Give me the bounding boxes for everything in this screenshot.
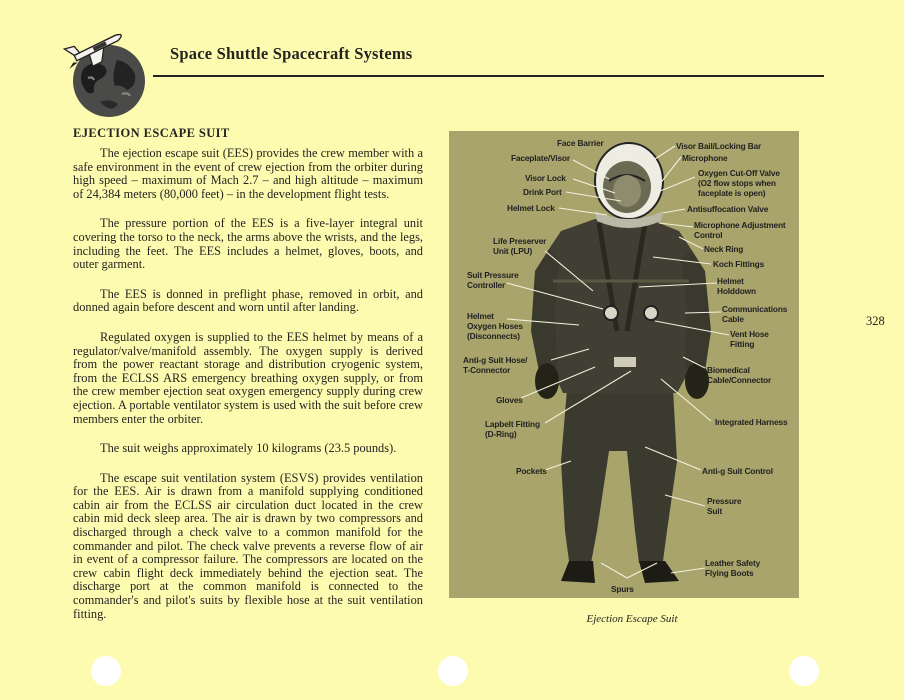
label-face-barrier: Face Barrier <box>557 138 604 148</box>
label-helmet-oxygen-line1: Helmet <box>467 311 494 321</box>
binder-hole-middle <box>438 656 468 686</box>
label-microphone: Microphone <box>682 153 728 163</box>
label-o2-valve-line1: Oxygen Cut-Off Valve <box>698 168 780 178</box>
label-koch-fittings: Koch Fittings <box>713 259 765 269</box>
binder-hole-right <box>789 656 819 686</box>
label-drink-port: Drink Port <box>523 187 562 197</box>
label-life-preserver <box>493 236 546 256</box>
label-biomed-line2: Cable/Connector <box>707 375 772 385</box>
label-helmet-oxygen-hoses <box>467 311 523 341</box>
section-heading: EJECTION ESCAPE SUIT <box>73 126 230 140</box>
paragraph-2: The pressure portion of the EES is a five-layer integral unit covering the torso to the neck, the arms above the wrists, and the legs, including the feet. The EES includes a helmet, gloves, boots, and outer garment. <box>73 216 423 272</box>
label-helmet-oxygen-line2: Oxygen Hoses <box>467 321 523 331</box>
label-helmet-lock: Helmet Lock <box>507 203 555 213</box>
label-pressure-suit-line1: Pressure <box>707 496 742 506</box>
label-antisuffocation-valve: Antisuffocation Valve <box>687 204 769 214</box>
label-suit-pressure-controller <box>467 270 519 290</box>
paragraph-3: The EES is donned in preflight phase, removed in orbit, and donned again before descent and worn until after landing. <box>73 286 423 315</box>
label-o2-valve-line3: faceplate is open) <box>698 188 766 198</box>
label-holddown-line1: Helmet <box>717 276 744 286</box>
label-vent-hose-fitting <box>730 329 769 349</box>
label-communications-cable <box>722 304 787 324</box>
label-o2-valve-line2: (O2 flow stops when <box>698 178 776 188</box>
label-mic-adjust-line1: Microphone Adjustment <box>694 220 786 230</box>
label-antig-suit-control: Anti-g Suit Control <box>702 466 773 476</box>
label-microphone-adjustment <box>694 220 786 240</box>
label-comm-cable-line1: Communications <box>722 304 788 314</box>
label-biomed-line1: Biomedical <box>707 365 750 375</box>
label-suit-pressure-line2: Controller <box>467 280 506 290</box>
label-biomedical-cable <box>707 365 771 385</box>
label-lapbelt-line2: (D-Ring) <box>485 429 517 439</box>
label-life-preserver-line2: Unit (LPU) <box>493 246 533 256</box>
paragraph-1: The ejection escape suit (EES) provides the crew member with a safe environment in the event of crew ejection from the orbiter during high speed – maximum of Mach 2.7 – and high altitude – maximum of 24,384 meters (80,000 feet) – in the development flight tests. <box>73 146 423 201</box>
label-mic-adjust-line2: Control <box>694 230 723 240</box>
figure-caption: Ejection Escape Suit <box>586 613 678 625</box>
label-holddown-line2: Holddown <box>717 286 756 296</box>
label-visor-bail: Visor Bail/Locking Bar <box>676 141 762 151</box>
paragraph-6: The escape suit ventilation system (ESVS) provides ventilation for the EES. Air is drawn from a manifold supplying conditioned cabin air from the ECLSS air circulation duct located in the crew cabin mid deck sleep area. The air is drawn by two compressors and discharged through a check valve to a common manifold for the commander and pilot. The check valve prevents a reverse flow of air in event of a compressor failure. The compressors are located on the crew cabin flight deck immediately behind the ejection seat. The discharge port at the common manifold is connected to the commander's and pilot's suits by flexible hose at the suit ventilation fitting. <box>73 470 423 621</box>
label-integrated-harness: Integrated Harness <box>715 417 788 427</box>
label-pockets: Pockets <box>516 466 547 476</box>
label-pressure-suit-line2: Suit <box>707 506 723 516</box>
label-comm-cable-line2: Cable <box>722 314 744 324</box>
label-spurs: Spurs <box>611 584 634 594</box>
label-lapbelt-fitting <box>485 419 540 439</box>
label-vent-hose-line1: Vent Hose <box>730 329 769 339</box>
paragraph-5: The suit weighs approximately 10 kilograms (23.5 pounds). <box>100 441 397 456</box>
label-suit-pressure-line1: Suit Pressure <box>467 270 519 280</box>
label-pressure-suit <box>707 496 741 516</box>
binder-hole-left <box>91 656 121 686</box>
label-gloves: Gloves <box>496 395 523 405</box>
label-lapbelt-line1: Lapbelt Fitting <box>485 419 540 429</box>
label-life-preserver-line1: Life Preserver <box>493 236 547 246</box>
label-vent-hose-line2: Fitting <box>730 339 755 349</box>
label-boots-line2: Flying Boots <box>705 568 754 578</box>
body-text <box>73 147 423 637</box>
label-neck-ring: Neck Ring <box>704 244 744 254</box>
label-oxygen-cutoff-valve <box>698 168 780 198</box>
label-helmet-oxygen-line3: (Disconnects) <box>467 331 520 341</box>
label-leather-boots <box>705 558 760 578</box>
header-divider <box>153 75 824 77</box>
page-header-title: Space Shuttle Spacecraft Systems <box>170 44 413 63</box>
label-antig-hose-line1: Anti-g Suit Hose/ <box>463 355 528 365</box>
label-antig-suit-hose <box>463 355 527 375</box>
label-faceplate-visor: Faceplate/Visor <box>511 153 570 163</box>
paragraph-4: Regulated oxygen is supplied to the EES helmet by means of a regulator/valve/manifold assembly. The oxygen supply is derived from the power reactant storage and distribution cryogenic system, from the ECLSS ARS emergency breathing oxygen supply, or from the crew member ejection seat oxygen emergency supply during crew ejection. A portable ventilator system is used with the suit before crew members enter the orbiter. <box>73 329 423 426</box>
label-visor-lock: Visor Lock <box>525 173 566 183</box>
shuttle-earth-logo-icon <box>62 20 150 118</box>
label-boots-line1: Leather Safety <box>705 558 761 568</box>
label-helmet-holddown <box>717 276 756 296</box>
page-number: 328 <box>866 314 885 328</box>
label-antig-hose-line2: T-Connector <box>463 365 511 375</box>
ejection-escape-suit-figure <box>449 131 799 598</box>
